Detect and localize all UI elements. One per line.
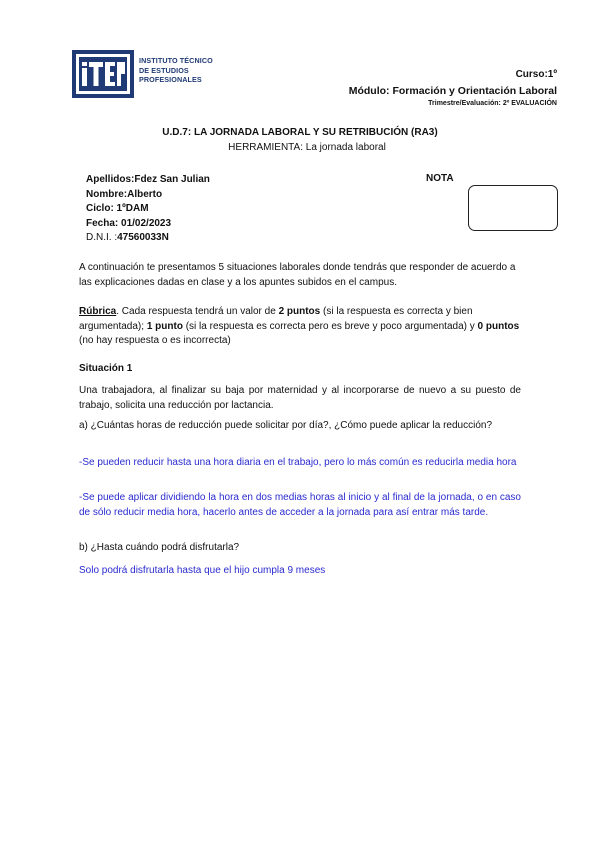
student-dni xyxy=(86,231,210,246)
answer-a-1: -Se pueden reducir hasta una hora diaria en el trabajo, pero lo más común es reducirla media hora xyxy=(79,457,517,468)
rubric-text-2: (si la respuesta es correcta y bien argumentada); xyxy=(79,306,473,332)
nota-label: NOTA xyxy=(426,173,454,184)
rubric-text-1: . Cada respuesta tendrá un valor de xyxy=(116,306,279,317)
dni-value: 47560033N xyxy=(117,232,169,244)
institute-name-line3: PROFESIONALES xyxy=(139,75,202,85)
question-a: a) ¿Cuántas horas de reducción puede solicitar por día?, ¿Cómo puede aplicar la reducción? xyxy=(79,420,493,431)
intro-paragraph: A continuación te presentamos 5 situaciones laborales donde tendrás que responder de acuerdo a las explicaciones dadas en clase y a los apuntes subidos en el campus. xyxy=(79,262,516,288)
rubric-0-points: 0 puntos xyxy=(477,320,520,332)
rubric-text-4: (no hay respuesta o es incorrecta) xyxy=(79,335,231,347)
student-fecha: Fecha: 01/02/2023 xyxy=(86,217,172,229)
institute-name-line2: DE ESTUDIOS xyxy=(139,65,189,75)
trimestre-label: Trimestre/Evaluación: 2º EVALUACIÓN xyxy=(428,100,557,107)
rubric-2-points: 2 puntos xyxy=(278,306,321,317)
rubric-1-point: 1 punto xyxy=(146,320,183,332)
student-info xyxy=(86,173,210,246)
student-nombre: Nombre:Alberto xyxy=(86,188,163,200)
rubric-label: Rúbrica xyxy=(79,306,117,317)
nota-box xyxy=(468,185,558,231)
dni-label: D.N.I. : xyxy=(86,232,118,244)
document-subtitle: HERRAMIENTA: La jornada laboral xyxy=(228,142,386,153)
curso-label: Curso:1º xyxy=(515,69,557,80)
modulo-label: Módulo: Formación y Orientación Laboral xyxy=(348,85,557,97)
rubric-paragraph xyxy=(79,305,521,349)
answer-a-2: -Se puede aplicar dividiendo la hora en dos medias horas al inicio y al final de la jornada, o en caso de sólo reducir media hora, hacerlo antes de acceder a la jornada para así entrar más tarde. xyxy=(79,492,521,518)
student-apellidos: Apellidos:Fdez San Julian xyxy=(86,174,210,185)
rubric-text-3: (si la respuesta es correcta pero es breve y poco argumentada) y xyxy=(182,320,478,332)
situation-text: Una trabajadora, al finalizar su baja por maternidad y al incorporarse de nuevo a su puesto de trabajo, solicita una reducción por lactancia. xyxy=(79,385,521,411)
institute-name xyxy=(139,56,213,85)
institute-name-line1: INSTITUTO TÉCNICO xyxy=(139,56,213,65)
answer-b: Solo podrá disfrutarla hasta que el hijo cumpla 9 meses xyxy=(79,565,326,576)
question-b: b) ¿Hasta cuándo podrá disfrutarla? xyxy=(79,542,240,553)
student-ciclo: Ciclo: 1ºDAM xyxy=(86,203,149,215)
situation-title: Situación 1 xyxy=(79,363,133,374)
itep-logo-icon xyxy=(72,50,134,98)
document-title: U.D.7: LA JORNADA LABORAL Y SU RETRIBUCIÓN (RA3) xyxy=(162,127,438,138)
